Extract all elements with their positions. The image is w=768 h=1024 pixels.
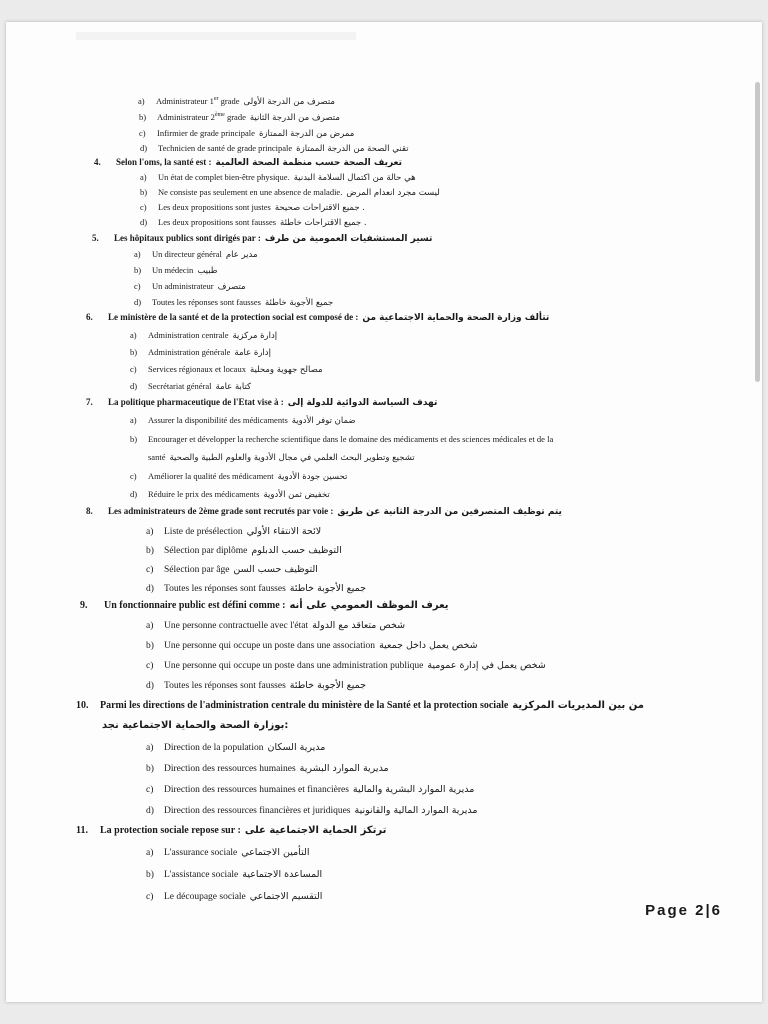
question-6: 6. Le ministère de la santé et de la protection social est composé de : تتألف وزارة الصحة والحماية الاجتماعية من bbox=[86, 312, 550, 323]
question-9: 9. Un fonctionnaire public est défini comme : يعرف الموظف العمومي على أنه bbox=[80, 600, 449, 611]
option: a) L'assurance sociale التأمين الاجتماعي bbox=[146, 847, 310, 858]
option: c) Améliorer la qualité des médicament تحسين جودة الأدوية bbox=[130, 471, 348, 482]
option: b) Ne consiste pas seulement en une absence de maladie. ليست مجرد انعدام المرض bbox=[140, 187, 440, 198]
option: c) Les deux propositions sont justes جميع الاقتراحات صحيحة . bbox=[140, 202, 365, 213]
scrollbar[interactable] bbox=[755, 82, 760, 382]
option: b) Administration générale إدارة عامة bbox=[130, 347, 271, 358]
option: b) L'assistance sociale المساعدة الاجتماعية bbox=[146, 869, 323, 880]
option: d) Les deux propositions sont fausses جميع الاقتراحات خاطئة . bbox=[140, 217, 367, 228]
option: c) Sélection par âge التوظيف حسب السن bbox=[146, 564, 318, 575]
option: c) Direction des ressources humaines et financières مديرية الموارد البشرية والمالية bbox=[146, 784, 475, 795]
page-number: Page 2|6 bbox=[645, 902, 722, 919]
option: a) Un directeur général مدير عام bbox=[134, 249, 258, 260]
question-11: 11. La protection sociale repose sur : ترتكز الحماية الاجتماعية على bbox=[76, 825, 387, 836]
bleed-through-shadow bbox=[76, 32, 356, 40]
option: d) Technicien de santé de grade principale تقني الصحة من الدرجة الممتازة bbox=[140, 143, 409, 154]
option: d) Direction des ressources financières et juridiques مديرية الموارد المالية والقانونية bbox=[146, 805, 478, 816]
option: b) Direction des ressources humaines مديرية الموارد البشرية bbox=[146, 763, 389, 774]
option: c) Un administrateur متصرف bbox=[134, 281, 246, 292]
question-4: 4. Selon l'oms, la santé est : تعريف الصحة حسب منظمة الصحة العالمية bbox=[94, 157, 403, 168]
option: b) Un médecin طبيب bbox=[134, 265, 218, 276]
question-10-continued: بوزارة الصحة والحماية الاجتماعية نجد: bbox=[102, 720, 289, 731]
option-continued: santé تشجيع وتطوير البحث العلمي في مجال الأدوية والعلوم الطبية والصحية bbox=[148, 452, 415, 463]
option: a) Assurer la disponibilité des médicaments ضمان توفر الأدوية bbox=[130, 415, 356, 426]
question-10: 10. Parmi les directions de l'administration centrale du ministère de la Santé et la protection sociale من بين المديريات المركزية bbox=[76, 700, 644, 711]
document-page bbox=[6, 22, 762, 1002]
option: d) Toutes les réponses sont fausses جميع الأجوبة خاطئة bbox=[146, 680, 366, 691]
option: b) Encourager et développer la recherche scientifique dans le domaine des médicaments et des sciences médicales et de la bbox=[130, 434, 554, 444]
option: c) Infirmier de grade principale ممرض من الدرجة الممتازة bbox=[139, 128, 355, 139]
option: a) Une personne contractuelle avec l'état شخص متعاقد مع الدولة bbox=[146, 620, 406, 631]
option: b) Administrateur 2ème grade متصرف من الدرجة الثانية bbox=[139, 112, 340, 123]
option: c) Une personne qui occupe un poste dans une administration publique شخص يعمل في إدارة عمومية bbox=[146, 660, 546, 671]
option: d) Réduire le prix des médicaments تخفيض ثمن الأدوية bbox=[130, 489, 330, 500]
option: d) Toutes les réponses sont fausses جميع الأجوبة خاطئة bbox=[134, 297, 334, 308]
option: a) Administrateur 1er grade متصرف من الدرجة الأولى bbox=[138, 96, 335, 107]
option: b) Une personne qui occupe un poste dans une association شخص يعمل داخل جمعية bbox=[146, 640, 478, 651]
option: a) Liste de présélection لائحة الانتقاء الأولي bbox=[146, 526, 322, 537]
question-8: 8. Les administrateurs de 2ème grade sont recrutés par voie : يتم توظيف المتصرفين من الدرجة الثانية عن طريق bbox=[86, 506, 562, 517]
question-7: 7. La politique pharmaceutique de l'Etat vise à : تهدف السياسة الدوائية للدولة إلى bbox=[86, 397, 438, 408]
option: c) Services régionaux et locaux مصالح جهوية ومحلية bbox=[130, 364, 323, 375]
option: a) Administration centrale إدارة مركزية bbox=[130, 330, 278, 341]
option: b) Sélection par diplôme التوظيف حسب الدبلوم bbox=[146, 545, 342, 556]
option: c) Le découpage sociale التقسيم الاجتماعي bbox=[146, 891, 323, 902]
option: d) Toutes les réponses sont fausses جميع الأجوبة خاطئة bbox=[146, 583, 366, 594]
option: d) Secrétariat général كتابة عامة bbox=[130, 381, 252, 392]
option: a) Direction de la population مديرية السكان bbox=[146, 742, 326, 753]
question-5: 5. Les hôpitaux publics sont dirigés par : تسير المستشفيات العمومية من طرف bbox=[92, 233, 433, 244]
option: a) Un état de complet bien-être physique. هي حالة من اكتمال السلامة البدنية bbox=[140, 172, 416, 183]
